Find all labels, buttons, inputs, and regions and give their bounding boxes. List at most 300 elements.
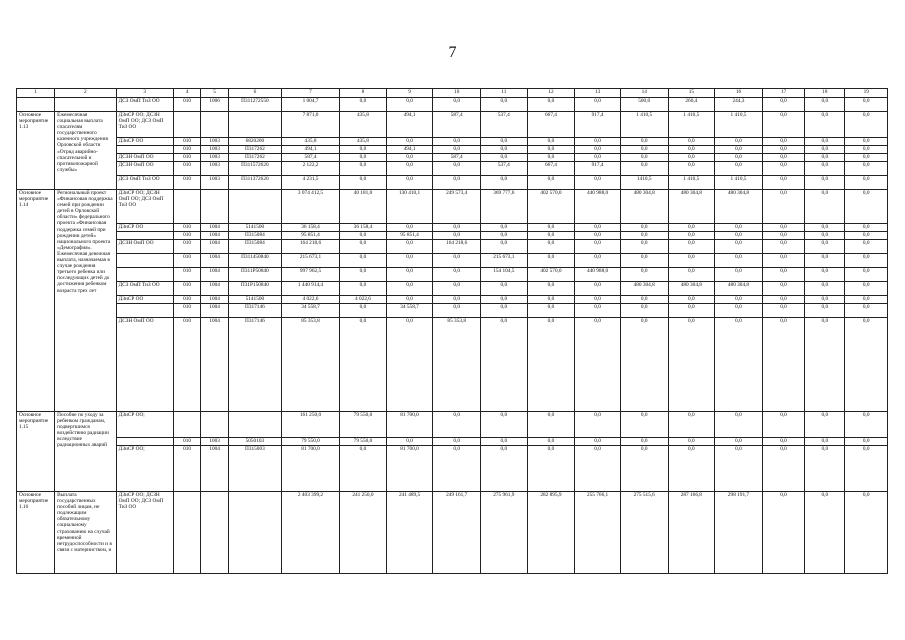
executor-cell: ДСЗН ОмП ОО — [116, 162, 173, 176]
value-cell: 0,0 — [845, 492, 888, 574]
code-cell: П311572620 — [228, 162, 281, 176]
value-cell: 275 515,6 — [620, 492, 668, 574]
value-cell: 0,0 — [845, 176, 888, 190]
value-cell: 0,0 — [620, 296, 668, 304]
value-cell: 0,0 — [715, 240, 763, 254]
code-cell — [173, 190, 201, 224]
value-cell: 1 410,5 — [715, 176, 763, 190]
executor-cell: ДЗиСР ОО; ДСЗН ОмП ОО; ДСЗ ОмП ТиЗ ОО — [116, 190, 173, 224]
value-cell: 4 022,6 — [340, 296, 387, 304]
value-cell: 494,1 — [281, 146, 339, 154]
table-row — [17, 138, 888, 146]
value-cell: 0,0 — [527, 98, 575, 112]
value-cell: 0,0 — [481, 138, 528, 146]
value-cell: 0,0 — [715, 224, 763, 232]
code-cell: П315084 — [228, 232, 281, 240]
value-cell: 34 558,7 — [281, 304, 339, 318]
code-cell: 1004 — [201, 318, 229, 412]
column-header: 3 — [116, 89, 173, 98]
value-cell: 0,0 — [527, 138, 575, 146]
value-cell: 0,0 — [762, 446, 804, 492]
value-cell: 0,0 — [805, 438, 845, 446]
code-cell: 1006 — [201, 98, 229, 112]
value-cell: 0,0 — [386, 154, 433, 162]
value-cell: 537,4 — [481, 112, 528, 138]
value-cell: 0,0 — [481, 446, 528, 492]
value-cell: 0,0 — [575, 304, 621, 318]
value-cell: 0,0 — [620, 304, 668, 318]
value-cell: 0,0 — [481, 412, 528, 438]
value-cell: 0,0 — [668, 154, 715, 162]
value-cell: 0,0 — [620, 138, 668, 146]
value-cell: 0,0 — [433, 98, 481, 112]
value-cell: 0,0 — [481, 224, 528, 232]
value-cell: 36 158,4 — [281, 224, 339, 232]
column-header: 11 — [481, 89, 528, 98]
value-cell: 0,0 — [762, 438, 804, 446]
value-cell: 0,0 — [845, 240, 888, 254]
value-cell: 4 231,5 — [281, 176, 339, 190]
value-cell: 0,0 — [668, 138, 715, 146]
measure-description: Ежемесячная социальная выплата спасателям государственного казенного учреждения Орловской области «Отряд аварийно-спасательной и противопожарной службы» — [55, 112, 116, 190]
value-cell: 298 191,7 — [715, 492, 763, 574]
code-cell: 010 — [173, 282, 201, 296]
value-cell: 0,0 — [575, 446, 621, 492]
value-cell: 0,0 — [620, 446, 668, 492]
table-row — [17, 492, 888, 574]
value-cell: 0,0 — [575, 412, 621, 438]
value-cell: 0,0 — [386, 240, 433, 254]
code-cell: 1004 — [201, 232, 229, 240]
value-cell: 0,0 — [715, 304, 763, 318]
value-cell: 480 304,8 — [620, 190, 668, 224]
column-header: 8 — [340, 89, 387, 98]
value-cell: 0,0 — [340, 268, 387, 282]
value-cell: 0,0 — [805, 138, 845, 146]
measure-description: Пособие по уходу за ребенком гражданам, подвергшимся воздействию радиации вследствие радиационных аварий — [55, 412, 116, 492]
value-cell: 0,0 — [481, 304, 528, 318]
value-cell: 0,0 — [805, 176, 845, 190]
value-cell: 0,0 — [340, 162, 387, 176]
value-cell: 0,0 — [575, 98, 621, 112]
value-cell: 0,0 — [762, 318, 804, 412]
value-cell: 3 074 412,5 — [281, 190, 339, 224]
value-cell: 0,0 — [386, 176, 433, 190]
code-cell: П317146 — [228, 304, 281, 318]
value-cell: 0,0 — [386, 282, 433, 296]
code-cell: 010 — [173, 176, 201, 190]
column-header: 5 — [201, 89, 229, 98]
table-row — [17, 146, 888, 154]
value-cell: 0,0 — [433, 138, 481, 146]
value-cell: 0,0 — [620, 412, 668, 438]
value-cell: 0,0 — [845, 162, 888, 176]
value-cell: 0,0 — [340, 176, 387, 190]
value-cell: 0,0 — [433, 162, 481, 176]
value-cell: 0,0 — [805, 446, 845, 492]
value-cell: 0,0 — [715, 446, 763, 492]
value-cell: 0,0 — [715, 318, 763, 412]
code-cell — [201, 190, 229, 224]
value-cell: 0,0 — [620, 438, 668, 446]
value-cell: 2 403 399,2 — [281, 492, 339, 574]
value-cell: 587,4 — [433, 154, 481, 162]
value-cell: 0,0 — [527, 254, 575, 268]
value-cell: 587,4 — [281, 154, 339, 162]
value-cell: 1 004,7 — [281, 98, 339, 112]
value-cell: 215 673,1 — [281, 254, 339, 268]
value-cell: 0,0 — [386, 438, 433, 446]
value-cell: 0,0 — [762, 154, 804, 162]
value-cell: 0,0 — [433, 304, 481, 318]
value-cell: 0,0 — [805, 282, 845, 296]
executor-cell: ДЗиСР ОО — [116, 296, 173, 304]
value-cell: 249 573,4 — [433, 190, 481, 224]
value-cell: 1 410,5 — [620, 112, 668, 138]
column-header: 7 — [281, 89, 339, 98]
code-cell: П311450840 — [228, 254, 281, 268]
executor-cell: ДСЗН ОмП ОО — [116, 318, 173, 412]
column-header: 16 — [715, 89, 763, 98]
column-header: 19 — [845, 89, 888, 98]
executor-cell — [116, 146, 173, 154]
executor-cell — [116, 438, 173, 446]
measure-number: Основное мероприятие 1.16 — [17, 492, 55, 574]
code-cell: 1004 — [201, 240, 229, 254]
value-cell: 0,0 — [527, 146, 575, 154]
value-cell: 0,0 — [575, 224, 621, 232]
value-cell: 79 550,0 — [281, 438, 339, 446]
value-cell: 0,0 — [481, 282, 528, 296]
code-cell: П31Р150840 — [228, 282, 281, 296]
value-cell: 0,0 — [668, 224, 715, 232]
value-cell: 287 166,8 — [668, 492, 715, 574]
value-cell: 0,0 — [433, 254, 481, 268]
code-cell — [228, 190, 281, 224]
executor-cell: ДЗиСР ОО — [116, 138, 173, 146]
value-cell: 0,0 — [668, 268, 715, 282]
value-cell: 275 961,9 — [481, 492, 528, 574]
value-cell: 0,0 — [668, 296, 715, 304]
value-cell: 0,0 — [620, 154, 668, 162]
value-cell: 0,0 — [845, 412, 888, 438]
value-cell: 0,0 — [575, 146, 621, 154]
table-row — [17, 190, 888, 224]
value-cell: 0,0 — [620, 240, 668, 254]
executor-cell: ДЗиСР ОО; — [116, 412, 173, 438]
executor-cell — [116, 232, 173, 240]
value-cell: 0,0 — [845, 232, 888, 240]
value-cell: 0,0 — [620, 254, 668, 268]
code-cell: 010 — [173, 146, 201, 154]
code-cell: 1004 — [201, 446, 229, 492]
code-cell: 1004 — [201, 224, 229, 232]
code-cell: 5141500 — [228, 296, 281, 304]
value-cell: 0,0 — [845, 154, 888, 162]
table-row — [17, 254, 888, 268]
code-cell: 010 — [173, 138, 201, 146]
value-cell: 0,0 — [805, 98, 845, 112]
value-cell: 0,0 — [527, 412, 575, 438]
code-cell: 010 — [173, 318, 201, 412]
code-cell — [173, 112, 201, 138]
value-cell: 0,0 — [575, 154, 621, 162]
value-cell: 0,0 — [340, 232, 387, 240]
value-cell: 0,0 — [762, 138, 804, 146]
value-cell: 0,0 — [620, 146, 668, 154]
code-cell: 5141500 — [228, 224, 281, 232]
page-number: 7 — [448, 44, 457, 61]
table-row — [17, 282, 888, 296]
value-cell: 0,0 — [620, 232, 668, 240]
measure-number: Основное мероприятие 1.13 — [17, 112, 55, 190]
value-cell: 0,0 — [762, 492, 804, 574]
value-cell: 154 104,5 — [481, 268, 528, 282]
table-row — [17, 412, 888, 438]
code-cell: 010 — [173, 98, 201, 112]
value-cell: 241 489,5 — [386, 492, 433, 574]
column-header: 2 — [55, 89, 116, 98]
value-cell: 0,0 — [715, 146, 763, 154]
value-cell: 480 304,8 — [715, 190, 763, 224]
code-cell: 1004 — [201, 304, 229, 318]
value-cell: 0,0 — [805, 412, 845, 438]
value-cell: 0,0 — [340, 254, 387, 268]
value-cell: 435,8 — [281, 138, 339, 146]
value-cell: 282 895,9 — [527, 492, 575, 574]
value-cell: 0,0 — [386, 268, 433, 282]
value-cell: 0,0 — [527, 446, 575, 492]
value-cell: 0,0 — [845, 138, 888, 146]
value-cell: 402 570,0 — [527, 268, 575, 282]
code-cell: П317262 — [228, 146, 281, 154]
value-cell: 0,0 — [527, 438, 575, 446]
code-cell: 010 — [173, 268, 201, 282]
value-cell: 164 218,6 — [281, 240, 339, 254]
column-header: 4 — [173, 89, 201, 98]
value-cell: 0,0 — [762, 176, 804, 190]
value-cell: 0,0 — [845, 296, 888, 304]
value-cell: 0,0 — [845, 254, 888, 268]
code-cell: П311272550 — [228, 98, 281, 112]
value-cell: 480 304,8 — [668, 190, 715, 224]
value-cell: 0,0 — [715, 162, 763, 176]
value-cell: 494,1 — [386, 146, 433, 154]
column-header: 9 — [386, 89, 433, 98]
value-cell: 0,0 — [845, 190, 888, 224]
value-cell: 0,0 — [762, 412, 804, 438]
code-cell: П311Р50840 — [228, 268, 281, 282]
value-cell: 0,0 — [762, 146, 804, 154]
value-cell: 537,4 — [481, 162, 528, 176]
value-cell: 0,0 — [805, 146, 845, 154]
value-cell: 0,0 — [575, 176, 621, 190]
value-cell: 0,0 — [433, 146, 481, 154]
empty-cell — [17, 98, 55, 112]
value-cell: 0,0 — [805, 154, 845, 162]
table-row — [17, 112, 888, 138]
value-cell: 0,0 — [340, 304, 387, 318]
value-cell: 0,0 — [481, 296, 528, 304]
value-cell: 0,0 — [762, 296, 804, 304]
value-cell: 0,0 — [433, 438, 481, 446]
value-cell: 0,0 — [715, 154, 763, 162]
executor-cell: ДЗиСР ОО; ДСЗН ОмП ОО; ДСЗ ОмП ТиЗ ОО — [116, 492, 173, 574]
value-cell: 997 962,5 — [281, 268, 339, 282]
value-cell: 0,0 — [805, 254, 845, 268]
value-cell: 0,0 — [527, 232, 575, 240]
empty-cell — [55, 98, 116, 112]
value-cell: 79 550,0 — [340, 438, 387, 446]
value-cell: 0,0 — [433, 224, 481, 232]
value-cell: 241 250,0 — [340, 492, 387, 574]
value-cell: 85 353,8 — [433, 318, 481, 412]
value-cell: 480 304,8 — [620, 282, 668, 296]
value-cell: 587,4 — [433, 112, 481, 138]
value-cell: 0,0 — [668, 304, 715, 318]
value-cell: 500,0 — [620, 98, 668, 112]
executor-cell: ДСЗН ОмП ОО — [116, 154, 173, 162]
executor-cell: ДСЗ ОмП ТиЗ ОО — [116, 98, 173, 112]
value-cell: 0,0 — [805, 240, 845, 254]
column-header: 17 — [762, 89, 804, 98]
value-cell: 34 558,7 — [386, 304, 433, 318]
code-cell: 1003 — [201, 176, 229, 190]
value-cell: 0,0 — [433, 412, 481, 438]
value-cell: 0,0 — [668, 162, 715, 176]
value-cell: 85 353,8 — [281, 318, 339, 412]
value-cell: 36 158,4 — [340, 224, 387, 232]
value-cell: 0,0 — [575, 318, 621, 412]
value-cell: 0,0 — [433, 232, 481, 240]
value-cell: 164 218,6 — [433, 240, 481, 254]
value-cell: 0,0 — [668, 446, 715, 492]
value-cell: 0,0 — [668, 318, 715, 412]
value-cell: 0,0 — [715, 232, 763, 240]
value-cell: 0,0 — [762, 282, 804, 296]
value-cell: 0,0 — [433, 296, 481, 304]
code-cell: 5050103 — [228, 438, 281, 446]
code-cell — [201, 492, 229, 574]
value-cell: 0,0 — [340, 282, 387, 296]
value-cell: 0,0 — [340, 98, 387, 112]
value-cell: 0,0 — [805, 492, 845, 574]
value-cell: 0,0 — [527, 282, 575, 296]
value-cell: 0,0 — [340, 446, 387, 492]
table-row — [17, 176, 888, 190]
value-cell: 0,0 — [805, 162, 845, 176]
value-cell: 0,0 — [845, 112, 888, 138]
code-cell: 1003 — [201, 146, 229, 154]
executor-cell: ДСЗН ОмП ОО — [116, 240, 173, 254]
code-cell: 010 — [173, 296, 201, 304]
table-row — [17, 98, 888, 112]
executor-cell — [116, 254, 173, 268]
code-cell — [228, 412, 281, 438]
value-cell: 667,4 — [527, 162, 575, 176]
value-cell: 0,0 — [668, 240, 715, 254]
executor-cell: ДСЗ ОмП ТиЗ ОО — [116, 282, 173, 296]
table-row — [17, 224, 888, 232]
value-cell: 0,0 — [527, 176, 575, 190]
code-cell: П315003 — [228, 446, 281, 492]
value-cell: 0,0 — [845, 438, 888, 446]
value-cell: 95 851,4 — [386, 232, 433, 240]
value-cell: 0,0 — [805, 304, 845, 318]
value-cell: 0,0 — [433, 446, 481, 492]
code-cell — [173, 492, 201, 574]
code-cell: П311372620 — [228, 176, 281, 190]
code-cell: 1003 — [201, 138, 229, 146]
value-cell: 0,0 — [481, 154, 528, 162]
code-cell — [228, 492, 281, 574]
value-cell: 81 700,0 — [281, 446, 339, 492]
value-cell: 0,0 — [762, 190, 804, 224]
value-cell: 0,0 — [386, 296, 433, 304]
value-cell: 0,0 — [762, 232, 804, 240]
value-cell: 480 304,8 — [715, 282, 763, 296]
value-cell: 0,0 — [845, 224, 888, 232]
code-cell: П317146 — [228, 318, 281, 412]
column-header: 12 — [527, 89, 575, 98]
value-cell: 0,0 — [762, 112, 804, 138]
value-cell: 0,0 — [845, 268, 888, 282]
column-header: 10 — [433, 89, 481, 98]
value-cell: 4 022,6 — [281, 296, 339, 304]
column-header: 1 — [17, 89, 55, 98]
value-cell: 0,0 — [386, 224, 433, 232]
value-cell: 0,0 — [715, 412, 763, 438]
value-cell: 0,0 — [620, 318, 668, 412]
value-cell: 0,0 — [340, 154, 387, 162]
value-cell: 0,0 — [386, 254, 433, 268]
value-cell: 0,0 — [715, 268, 763, 282]
table-row — [17, 446, 888, 492]
value-cell: 249 161,7 — [433, 492, 481, 574]
value-cell: 7 871,0 — [281, 112, 339, 138]
value-cell: 0,0 — [386, 162, 433, 176]
value-cell: 0,0 — [845, 146, 888, 154]
value-cell: 0,0 — [575, 138, 621, 146]
table-row — [17, 162, 888, 176]
value-cell: 480 304,8 — [668, 282, 715, 296]
code-cell — [228, 112, 281, 138]
value-cell: 0,0 — [805, 318, 845, 412]
value-cell: 0,0 — [340, 146, 387, 154]
value-cell: 917,4 — [575, 162, 621, 176]
code-cell: 6820200 — [228, 138, 281, 146]
value-cell: 0,0 — [762, 98, 804, 112]
code-cell: 010 — [173, 438, 201, 446]
table-row — [17, 154, 888, 162]
value-cell: 0,0 — [668, 254, 715, 268]
value-cell: 0,0 — [762, 240, 804, 254]
value-cell: 0,0 — [715, 254, 763, 268]
executor-cell — [116, 268, 173, 282]
value-cell: 0,0 — [340, 240, 387, 254]
code-cell: 010 — [173, 304, 201, 318]
header-row — [17, 89, 888, 98]
value-cell: 1 410,5 — [668, 112, 715, 138]
value-cell: 0,0 — [575, 232, 621, 240]
value-cell: 95 851,4 — [281, 232, 339, 240]
table-row — [17, 296, 888, 304]
column-header: 15 — [668, 89, 715, 98]
value-cell: 0,0 — [715, 296, 763, 304]
value-cell: 0,0 — [575, 240, 621, 254]
value-cell: 369 777,6 — [481, 190, 528, 224]
value-cell: 244,3 — [715, 98, 763, 112]
